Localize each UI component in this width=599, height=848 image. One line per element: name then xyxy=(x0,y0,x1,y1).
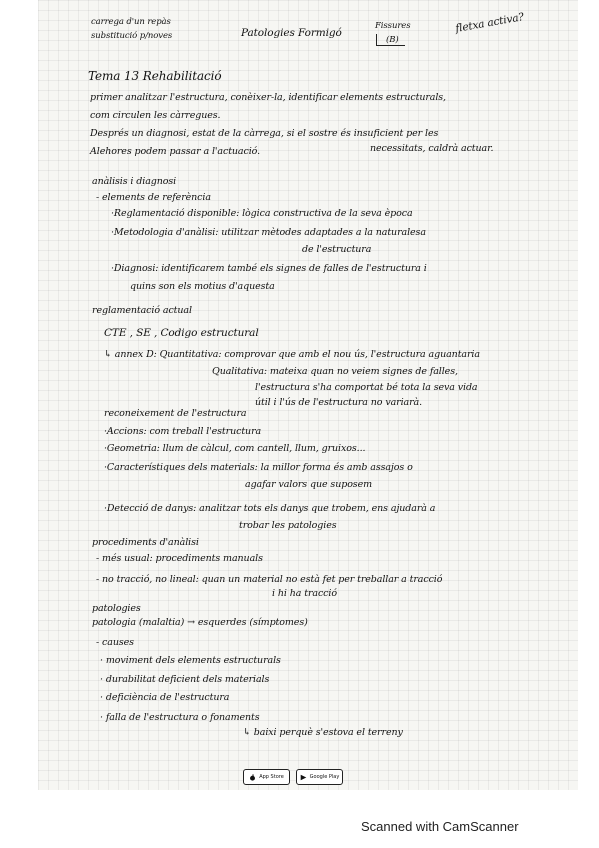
procediments-heading: procediments d'anàlisi xyxy=(92,537,199,548)
intro-line-1: primer analitzar l'estructura, conèixer-la, identificar elements estructurals, xyxy=(90,92,446,103)
app-store-badge[interactable] xyxy=(243,769,290,785)
intro-line-3: Després un diagnosi, estat de la càrrega, si el sostre és insuficient per les xyxy=(90,128,439,139)
store-badges xyxy=(243,769,343,785)
analisis-item-2: ·Metodologia d'anàlisi: utilitzar mètodes adaptades a la naturalesa xyxy=(111,227,426,238)
reglamentacio-codes: CTE , SE , Codigo estructural xyxy=(104,327,259,339)
header-note-line-2: substitució p/noves xyxy=(91,31,173,41)
cause-item-1: · moviment dels elements estructurals xyxy=(100,655,281,666)
reglamentacio-qual-3: útil i l'ús de l'estructura no variarà. xyxy=(255,397,423,408)
google-play-label: Google Play xyxy=(309,774,340,780)
scanner-watermark: Scanned with CamScanner xyxy=(361,819,519,834)
analisis-sub: - elements de referència xyxy=(96,192,211,203)
header-fissures-mark: (B) xyxy=(386,35,399,45)
reconeixement-item-3b: agafar valors que suposem xyxy=(245,479,373,490)
analisis-item-1: ·Reglamentació disponible: lògica constructiva de la seva època xyxy=(111,208,413,219)
header-question: fletxa activa? xyxy=(454,11,525,35)
analisis-item-3: ·Diagnosi: identificarem també els signes de falles de l'estructura i xyxy=(111,263,427,274)
cause-item-4: · falla de l'estructura o fonaments xyxy=(100,712,260,723)
cause-item-2: · durabilitat deficient dels materials xyxy=(100,674,270,685)
header-topic: Patologies Formigó xyxy=(241,27,342,39)
google-play-badge[interactable] xyxy=(296,769,343,785)
causes-heading: - causes xyxy=(96,637,134,648)
reconeixement-item-2: ·Geometria: llum de càlcul, com cantell, llum, gruixos... xyxy=(104,443,366,454)
intro-line-2: com circulen les càrregues. xyxy=(90,110,221,121)
play-icon xyxy=(300,774,307,781)
reglamentacio-qual-1: Qualitativa: mateixa quan no veiem signes de falles, xyxy=(212,366,458,377)
analisis-item-3b: quins son els motius d'aquesta xyxy=(130,281,275,292)
reconeixement-heading: reconeixement de l'estructura xyxy=(104,408,247,419)
analisis-item-2b: de l'estructura xyxy=(302,244,372,255)
procediments-item-2: - no tracció, no lineal: quan un material no està fet per treballar a tracció xyxy=(96,574,443,585)
header-note-line-1: carrega d'un repàs xyxy=(91,17,171,27)
page-title: Tema 13 Rehabilitació xyxy=(88,69,222,83)
intro-line-4: Alehores podem passar a l'actuació. xyxy=(90,146,261,157)
procediments-item-2b: i hi ha tracció xyxy=(272,588,337,599)
procediments-item-1: - més usual: procediments manuals xyxy=(96,553,263,564)
reglamentacio-annex: ↳ annex D: Quantitativa: comprovar que amb el nou ús, l'estructura aguantaria xyxy=(104,349,480,360)
header-fissures: Fissures xyxy=(375,21,411,31)
reglamentacio-heading: reglamentació actual xyxy=(92,305,192,316)
reconeixement-item-3: ·Característiques dels materials: la millor forma és amb assajos o xyxy=(104,462,413,473)
patologies-line: patologia (malaltia) → esquerdes (símptomes) xyxy=(92,617,308,628)
reconeixement-item-4: ·Detecció de danys: analitzar tots els danys que trobem, ens ajudarà a xyxy=(104,503,436,514)
apple-icon xyxy=(249,774,256,781)
cause-item-4b: ↳ baixi perquè s'estova el terreny xyxy=(243,727,403,738)
patologies-heading: patologies xyxy=(92,603,141,614)
analisis-heading: anàlisis i diagnosi xyxy=(92,176,177,187)
cause-item-3: · deficiència de l'estructura xyxy=(100,692,230,703)
reconeixement-item-1: ·Accions: com treball l'estructura xyxy=(104,426,262,437)
reconeixement-item-4b: trobar les patologies xyxy=(239,520,337,531)
reglamentacio-qual-2: l'estructura s'ha comportat bé tota la seva vida xyxy=(255,382,478,393)
app-store-label: App Store xyxy=(259,774,284,780)
intro-line-5: necessitats, caldrà actuar. xyxy=(370,143,494,154)
